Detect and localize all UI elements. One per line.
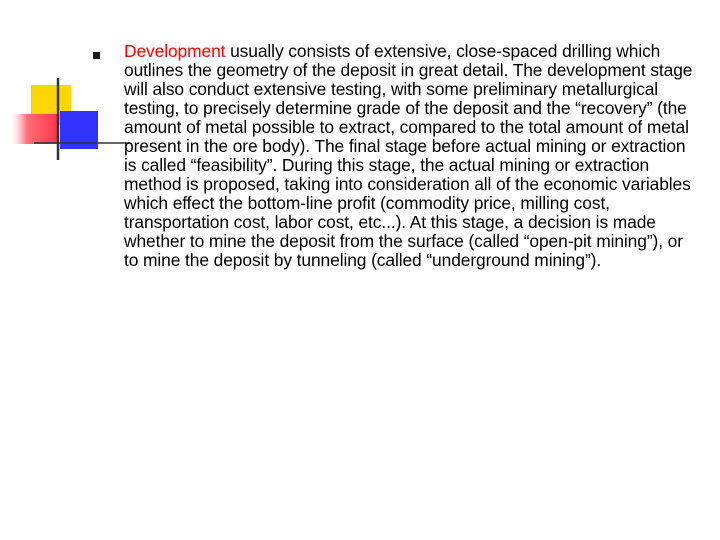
- red-gradient-block: [10, 114, 58, 144]
- bullet-paragraph: [124, 42, 694, 270]
- lead-term: Development: [124, 41, 226, 61]
- paragraph-body: usually consists of extensive, close-spaced drilling which outlines the geometry of the deposit in great detail. The development stage will also conduct extensive testing, with some preliminary metallurgical testing, to precisely determine grade of the deposit and the “recovery” (the amount of metal possible to extract, compared to the total amount of metal present in the ore body). The final stage before actual mining or extraction is called “feasibility”. During this stage, the actual mining or extraction method is proposed, taking into consideration all of the economic variables which effect the bottom-line profit (commodity price, milling cost, transportation cost, labor cost, etc...). At this stage, a decision is made whether to mine the deposit from the surface (called “open-pit mining”), or to mine the deposit by tunneling (called “underground mining”).: [124, 41, 693, 270]
- square-bullet-icon: [93, 52, 100, 59]
- decorative-corner-graphic: [0, 0, 130, 170]
